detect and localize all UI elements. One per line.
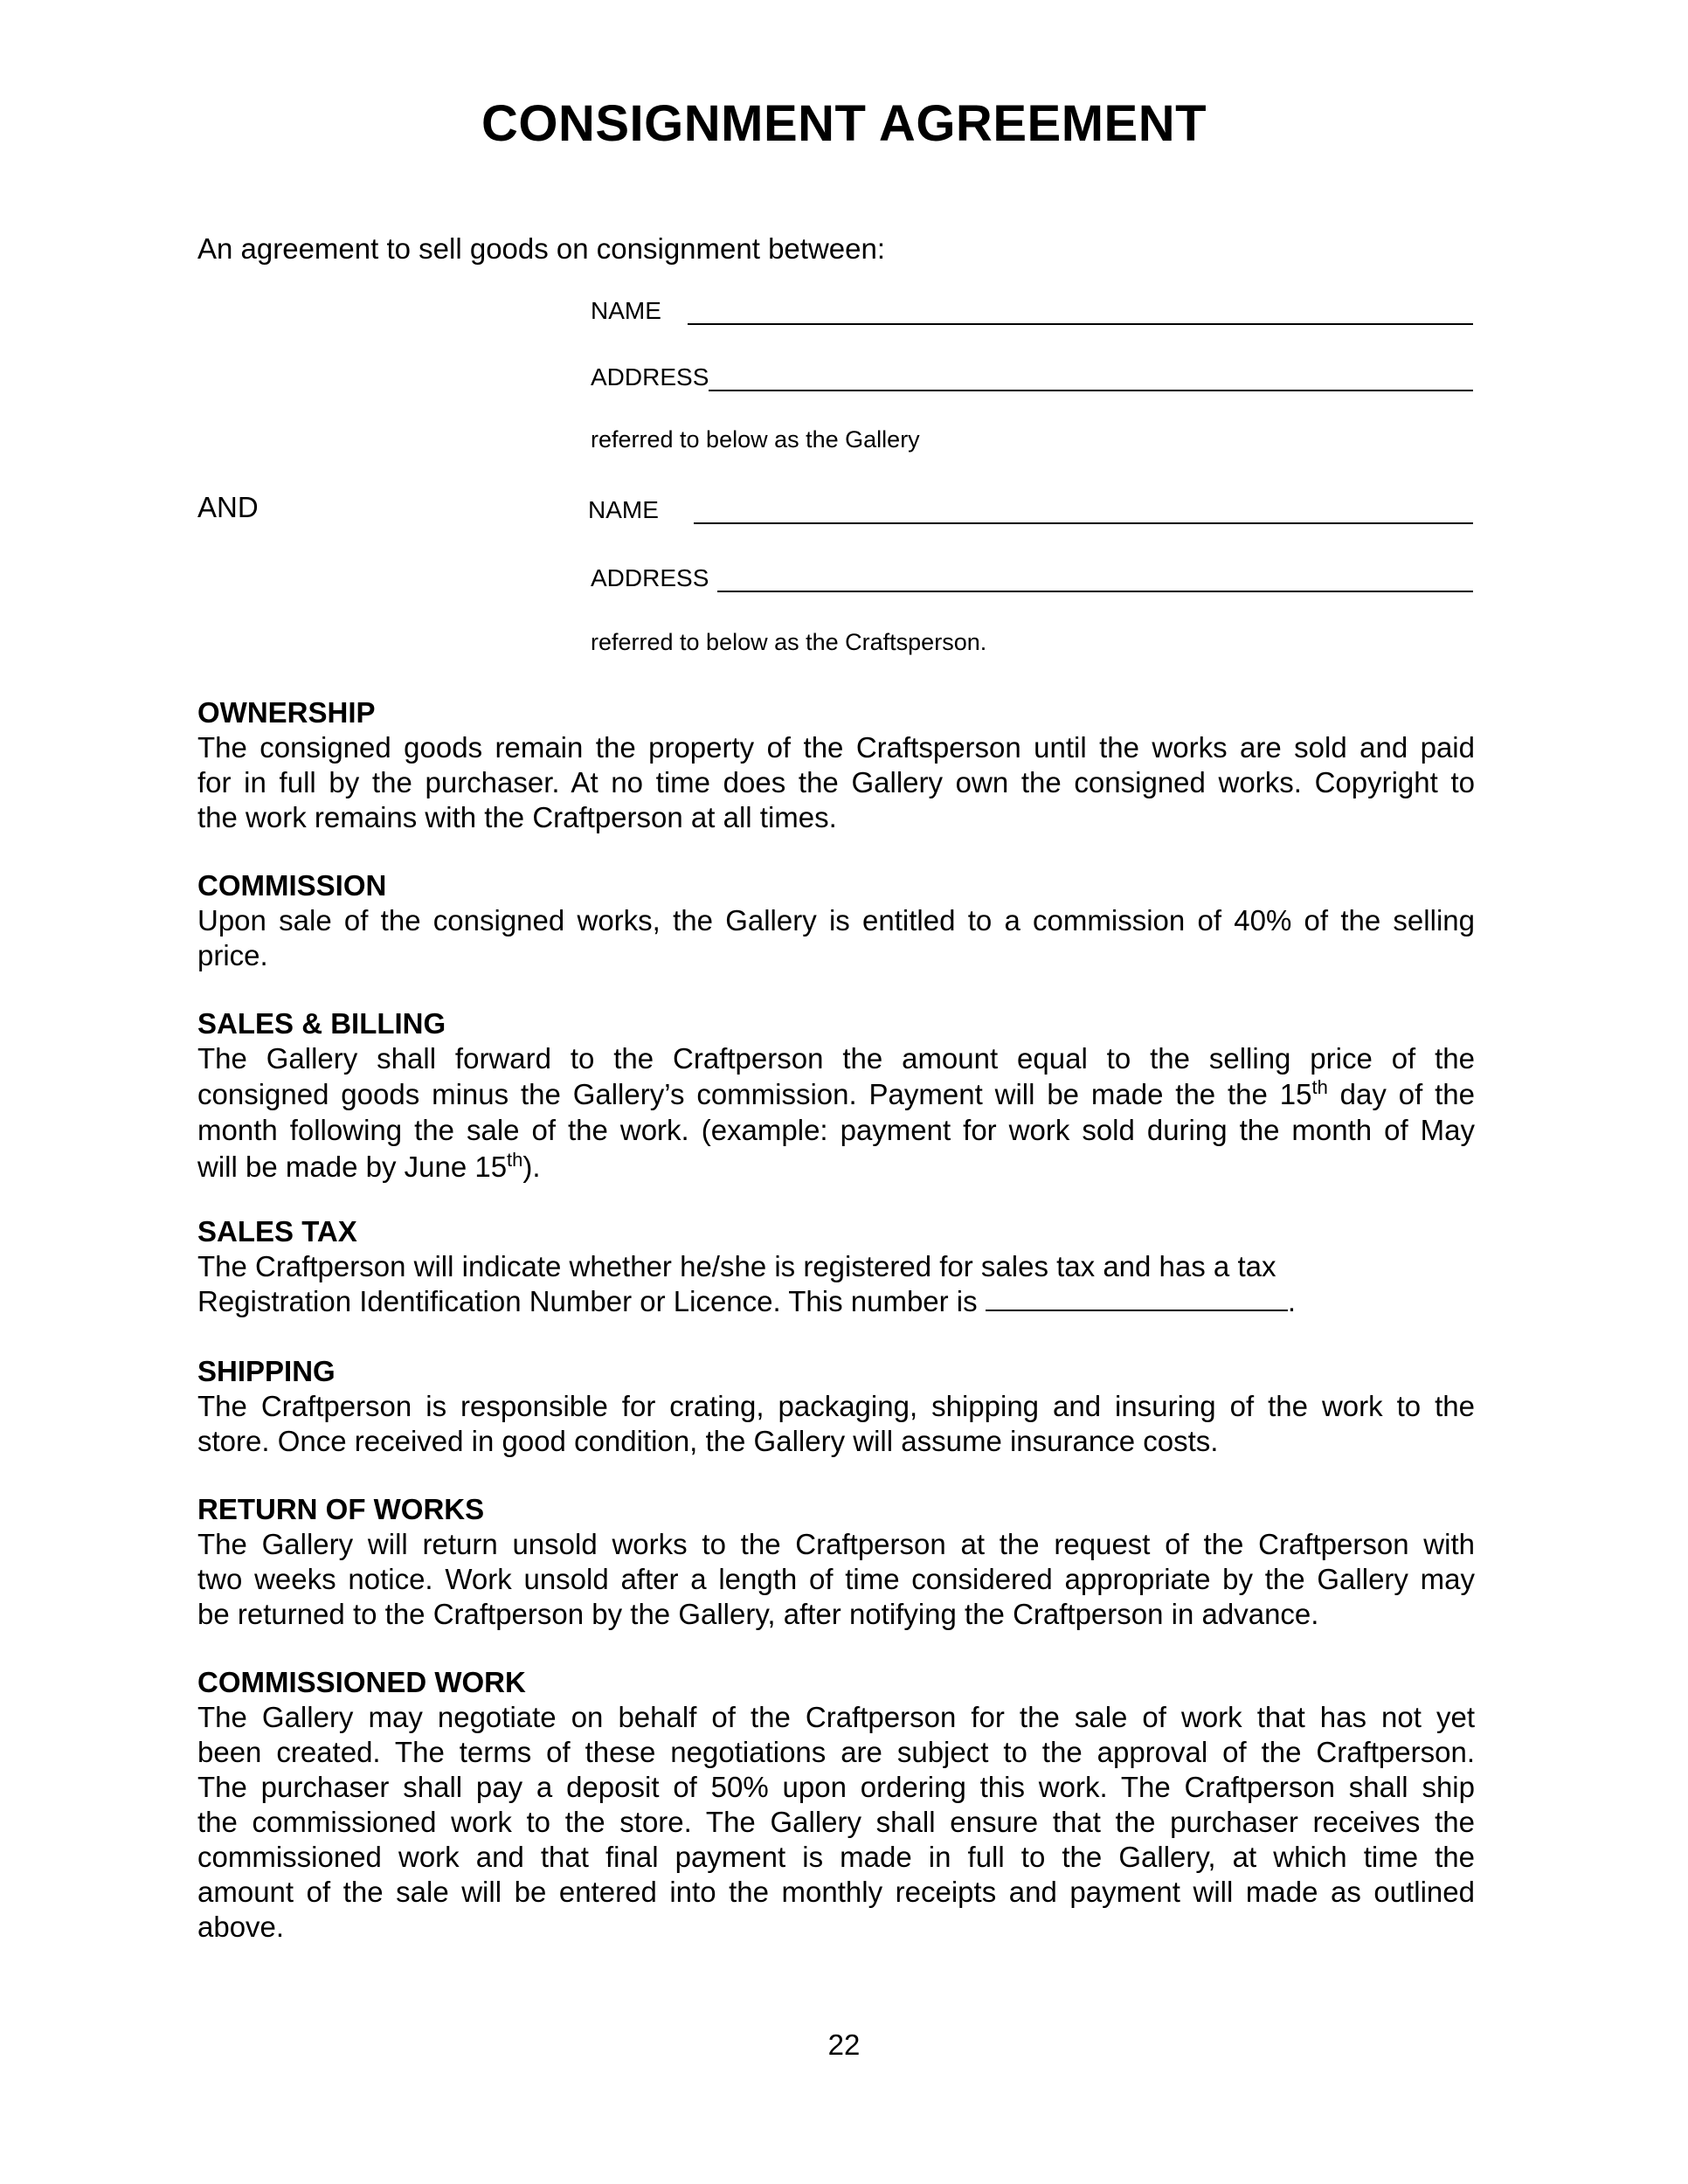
- superscript: th: [507, 1149, 523, 1171]
- body-line: commissioned work and that final payment is made in full to the Gallery, at which time the: [197, 1841, 1475, 1873]
- body-text: Registration Identification Number or Licence. This number is: [197, 1285, 986, 1317]
- section-heading: COMMISSION: [197, 869, 387, 902]
- section-sales-tax: [197, 1214, 1475, 1319]
- section-ownership: [197, 695, 1475, 835]
- section-return-of-works: [197, 1492, 1475, 1632]
- body-line: been created. The terms of these negotiations are subject to the approval of the Craftperson.: [197, 1736, 1475, 1768]
- body-line: above.: [197, 1911, 285, 1943]
- section-heading: SHIPPING: [197, 1355, 336, 1387]
- body-line: the commissioned work to the store. The Gallery shall ensure that the purchaser receives the: [197, 1806, 1475, 1838]
- section-body: [197, 903, 1475, 973]
- body-line: be returned to the Craftperson by the Gallery, after notifying the Craftperson in advance.: [197, 1598, 1319, 1630]
- body-line: two weeks notice. Work unsold after a length of time considered appropriate by the Gallery may: [197, 1563, 1475, 1595]
- body-line: [197, 1076, 1475, 1113]
- tax-number-field[interactable]: [986, 1285, 1288, 1311]
- section-heading: SALES & BILLING: [197, 1007, 446, 1040]
- document-title: CONSIGNMENT AGREEMENT: [481, 95, 1207, 152]
- and-label: AND: [197, 491, 259, 523]
- craftsperson-address-label: ADDRESS: [591, 564, 709, 591]
- craftsperson-name-field[interactable]: [694, 496, 1473, 524]
- gallery-name-row: [591, 297, 1473, 325]
- body-line: amount of the sale will be entered into the monthly receipts and payment will made as outlined: [197, 1876, 1475, 1908]
- craftsperson-party-block: [588, 489, 1473, 664]
- gallery-address-field[interactable]: [709, 363, 1473, 391]
- gallery-party-block: [591, 288, 1473, 463]
- gallery-reference-text: referred to below as the Gallery: [591, 426, 920, 453]
- section-body: [197, 1700, 1475, 1945]
- body-line: [197, 1284, 1475, 1319]
- craftsperson-name-row: [588, 496, 1473, 524]
- gallery-name-field[interactable]: [688, 297, 1473, 325]
- body-text: ).: [522, 1151, 541, 1183]
- body-line: The Craftperson is responsible for crating, packaging, shipping and insuring of the work to the: [197, 1390, 1475, 1422]
- body-text: day of the: [1327, 1078, 1476, 1110]
- section-sales-billing: [197, 1006, 1475, 1186]
- page-number: 22: [827, 2028, 861, 2061]
- body-line: [197, 1148, 1475, 1186]
- body-line: month following the sale of the work. (example: payment for work sold during the month of May: [197, 1114, 1475, 1146]
- body-line: store. Once received in good condition, the Gallery will assume insurance costs.: [197, 1425, 1219, 1457]
- body-line: The consigned goods remain the property of the Craftsperson until the works are sold and paid: [197, 731, 1475, 764]
- section-heading: OWNERSHIP: [197, 696, 376, 729]
- section-body: [197, 1527, 1475, 1632]
- body-text: .: [1287, 1285, 1296, 1317]
- section-commission: [197, 868, 1475, 973]
- section-body: [197, 1389, 1475, 1459]
- body-line: The Gallery will return unsold works to the Craftperson at the request of the Craftperson with: [197, 1528, 1475, 1560]
- body-line: price.: [197, 939, 268, 971]
- body-line: The purchaser shall pay a deposit of 50% upon ordering this work. The Craftperson shall ship: [197, 1771, 1475, 1803]
- body-line: The Gallery shall forward to the Craftperson the amount equal to the selling price of the: [197, 1042, 1475, 1075]
- gallery-address-row: [591, 363, 1473, 391]
- body-line: The Craftperson will indicate whether he/she is registered for sales tax and has a tax: [197, 1250, 1276, 1282]
- superscript: th: [1311, 1076, 1328, 1098]
- body-line: for in full by the purchaser. At no time does the Gallery own the consigned works. Copyright to: [197, 766, 1475, 798]
- body-text: consigned goods minus the Gallery’s commission. Payment will be made the the 15: [197, 1078, 1312, 1110]
- body-text: will be made by June 15: [197, 1151, 508, 1183]
- gallery-address-label: ADDRESS: [591, 363, 709, 390]
- intro-text: An agreement to sell goods on consignment between:: [197, 232, 886, 265]
- craftsperson-address-row: [591, 564, 1473, 592]
- section-body: [197, 730, 1475, 835]
- section-body: [197, 1041, 1475, 1186]
- craftsperson-reference-text: referred to below as the Craftsperson.: [591, 629, 987, 655]
- body-line: the work remains with the Craftperson at all times.: [197, 801, 837, 833]
- section-body: [197, 1249, 1475, 1319]
- section-heading: RETURN OF WORKS: [197, 1493, 485, 1525]
- gallery-name-label: NAME: [591, 297, 661, 324]
- section-heading: COMMISSIONED WORK: [197, 1666, 526, 1698]
- craftsperson-address-field[interactable]: [717, 564, 1473, 592]
- section-shipping: [197, 1354, 1475, 1459]
- craftsperson-name-label: NAME: [588, 496, 659, 523]
- section-commissioned-work: [197, 1665, 1475, 1945]
- body-line: Upon sale of the consigned works, the Gallery is entitled to a commission of 40% of the selling: [197, 904, 1475, 936]
- body-line: The Gallery may negotiate on behalf of the Craftperson for the sale of work that has not yet: [197, 1701, 1475, 1733]
- section-heading: SALES TAX: [197, 1215, 357, 1248]
